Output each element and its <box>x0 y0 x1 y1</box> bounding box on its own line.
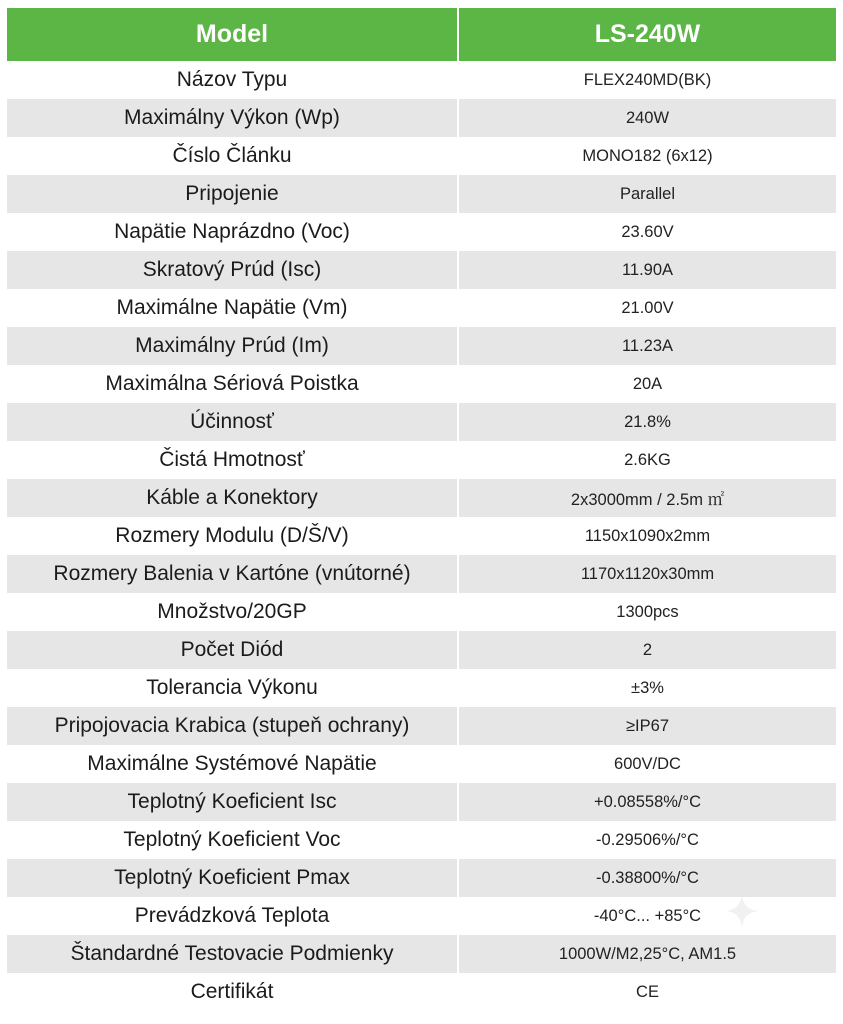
spec-value: 1170x1120x30mm <box>458 555 836 593</box>
table-row <box>7 783 836 821</box>
table-row <box>7 935 836 973</box>
spec-label: Maximálny Výkon (Wp) <box>7 99 458 137</box>
table-row <box>7 479 836 517</box>
table-row <box>7 821 836 859</box>
spec-value: 20A <box>458 365 836 403</box>
spec-label: Počet Diód <box>7 631 458 669</box>
spec-value: 2x3000mm / 2.5m ㎡ <box>458 479 836 517</box>
spec-label: Čistá Hmotnosť <box>7 441 458 479</box>
spec-value: -40°C... +85°C <box>458 897 836 935</box>
table-row <box>7 973 836 1011</box>
spec-value: MONO182 (6x12) <box>458 137 836 175</box>
spec-value: CE <box>458 973 836 1011</box>
spec-value: 11.90A <box>458 251 836 289</box>
table-row <box>7 745 836 783</box>
table-row <box>7 213 836 251</box>
table-row <box>7 631 836 669</box>
spec-value: ±3% <box>458 669 836 707</box>
table-header-row <box>7 8 836 61</box>
spec-value: 23.60V <box>458 213 836 251</box>
spec-label: Štandardné Testovacie Podmienky <box>7 935 458 973</box>
spec-label: Maximálna Sériová Poistka <box>7 365 458 403</box>
spec-value: 2 <box>458 631 836 669</box>
spec-table <box>7 8 836 1011</box>
table-row <box>7 669 836 707</box>
spec-value: -0.38800%/°C <box>458 859 836 897</box>
spec-value: 2.6KG <box>458 441 836 479</box>
header-model-label: Model <box>7 8 458 61</box>
spec-value: 240W <box>458 99 836 137</box>
spec-value: Parallel <box>458 175 836 213</box>
table-body <box>7 61 836 1011</box>
table-row <box>7 251 836 289</box>
spec-value: -0.29506%/°C <box>458 821 836 859</box>
spec-label: Rozmery Balenia v Kartóne (vnútorné) <box>7 555 458 593</box>
spec-label: Teplotný Koeficient Pmax <box>7 859 458 897</box>
spec-value: 600V/DC <box>458 745 836 783</box>
spec-label: Množstvo/20GP <box>7 593 458 631</box>
table-row <box>7 289 836 327</box>
spec-label: Názov Typu <box>7 61 458 99</box>
spec-value: 1000W/M2,25°C, AM1.5 <box>458 935 836 973</box>
table-row <box>7 859 836 897</box>
spec-value: 1300pcs <box>458 593 836 631</box>
spec-value: FLEX240MD(BK) <box>458 61 836 99</box>
spec-value: 1150x1090x2mm <box>458 517 836 555</box>
table-row <box>7 517 836 555</box>
spec-label: Tolerancia Výkonu <box>7 669 458 707</box>
spec-value: 21.00V <box>458 289 836 327</box>
spec-label: Skratový Prúd (Isc) <box>7 251 458 289</box>
table-row <box>7 403 836 441</box>
spec-value: ≥IP67 <box>458 707 836 745</box>
spec-label: Certifikát <box>7 973 458 1011</box>
table-row <box>7 175 836 213</box>
header-model-value: LS-240W <box>458 8 836 61</box>
spec-label: Napätie Naprázdno (Voc) <box>7 213 458 251</box>
spec-label: Prevádzková Teplota <box>7 897 458 935</box>
table-row <box>7 897 836 935</box>
table-row <box>7 441 836 479</box>
spec-value: +0.08558%/°C <box>458 783 836 821</box>
table-row <box>7 61 836 99</box>
table-row <box>7 365 836 403</box>
spec-value: 11.23A <box>458 327 836 365</box>
table-row <box>7 593 836 631</box>
spec-label: Pripojovacia Krabica (stupeň ochrany) <box>7 707 458 745</box>
spec-value: 21.8% <box>458 403 836 441</box>
spec-label: Teplotný Koeficient Voc <box>7 821 458 859</box>
spec-label: Maximálne Systémové Napätie <box>7 745 458 783</box>
spec-label: Číslo Článku <box>7 137 458 175</box>
table-row <box>7 555 836 593</box>
table-row <box>7 99 836 137</box>
spec-label: Maximálne Napätie (Vm) <box>7 289 458 327</box>
spec-label: Rozmery Modulu (D/Š/V) <box>7 517 458 555</box>
spec-label: Káble a Konektory <box>7 479 458 517</box>
table-row <box>7 707 836 745</box>
spec-label: Účinnosť <box>7 403 458 441</box>
spec-label: Pripojenie <box>7 175 458 213</box>
table-row <box>7 137 836 175</box>
sparkle-icon <box>724 893 760 929</box>
table-row <box>7 327 836 365</box>
spec-label: Maximálny Prúd (Im) <box>7 327 458 365</box>
spec-label: Teplotný Koeficient Isc <box>7 783 458 821</box>
